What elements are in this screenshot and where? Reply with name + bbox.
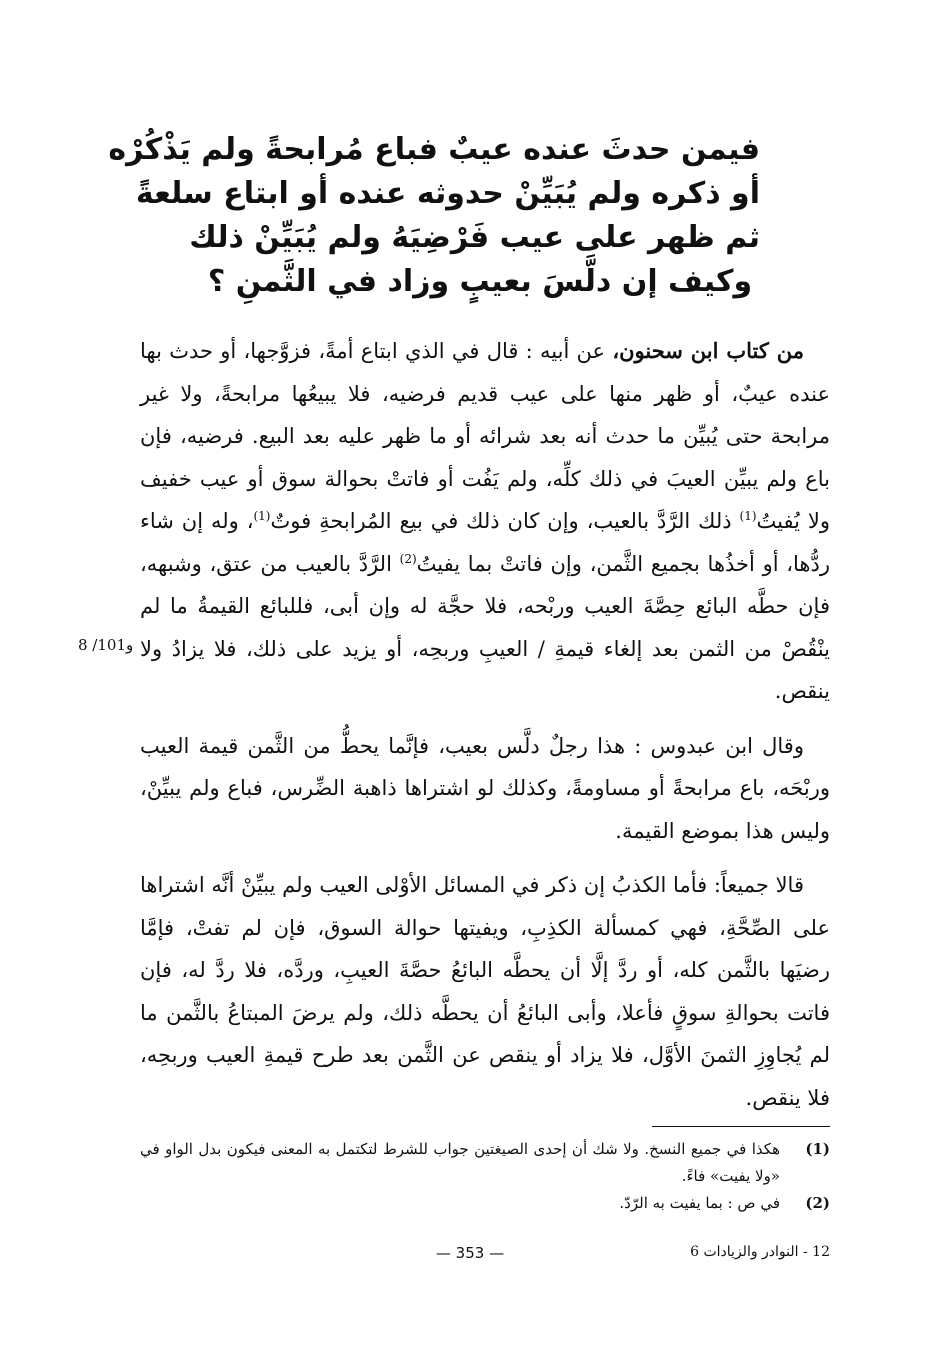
section-title [108, 128, 760, 304]
footnote-ref-2: (2) [399, 551, 417, 566]
footnote-2 [140, 1190, 830, 1217]
paragraph-2-text: وقال ابن عبدوس : هذا رجلٌ دلَّس بعيب، فإنَّما يحطُّ من الثَّمن قيمة العيب وربْحَه، باع مرابحةً أو مساومةً، وكذلك لو اشتراها ذاهبة الضِّرس، فباع ولم يبيِّنْ، وليس هذا بموضع القيمة. [140, 733, 830, 843]
footnote-2-number: (2) [805, 1194, 830, 1212]
title-line-2: أو ذكره ولم يُبَيِّنْ حدوثه عنده أو ابتاع سلعةً [135, 176, 760, 211]
footnote-1-number: (1) [805, 1140, 830, 1158]
title-line-1: فيمن حدثَ عنده عيبٌ فباع مُرابحةً ولم يَذْكُرْه [108, 132, 760, 167]
footnote-divider [652, 1126, 830, 1127]
book-signature: 12 - النوادر والزيادات 6 [690, 1244, 830, 1260]
page-number: — 353 — [435, 1244, 505, 1262]
footnote-1-text: هكذا في جميع النسخ. ولا شك أن إحدى الصيغتين جواب للشرط لتكتمل به المعنى فيكون بدل الواو في «ولا يفيت» فاءً. [140, 1140, 780, 1185]
paragraph-1-middle2: ، وله إن شاء ردُّها، أو أخذُها بجميع الثَّمن، وإن فاتتْ بما يفيتُ [140, 509, 830, 576]
source-citation: من كتاب ابن سحنون، [612, 338, 804, 363]
footnote-1 [140, 1136, 830, 1190]
paragraph-1 [140, 330, 830, 713]
footnotes [140, 1136, 830, 1217]
manuscript-folio-marker: 8 /101و [78, 636, 134, 654]
footnote-ref-1b: (1) [253, 509, 271, 523]
footnote-ref-1: (1) [739, 509, 757, 523]
paragraph-3-text: قالا جميعاً: فأما الكذبُ إن ذكر في المسائل الأوْلى العيب ولم يبيِّنْ أنَّه اشتراها على الصِّحَّةِ، فهي كمسألة الكذِبِ، ويفيتها حوالة السوق، فإن لم تفتْ، فإمَّا رضيَها بالثَّمن كله، أو ردَّ إلَّا أن يحطَّه البائعُ حصَّةَ العيبِ، وردَّه، فلا ردَّ له، فإن فاتت بحوالةِ سوقٍ فأعلا، وأبى البائعُ أن يحطَّه ذلك، ولم يرضَ المبتاعُ بالثَّمن ما لم يُجاوِزِ الثمنَ الأوَّل، فلا يزاد أو ينقص عن الثَّمن بعد طرح قيمةِ العيب وربحِه، فلا ينقص. [140, 873, 830, 1110]
footnote-2-text: في ص : بما يفيت به الرّدّ. [619, 1194, 780, 1212]
paragraph-3 [140, 864, 830, 1119]
body-text [140, 330, 830, 1119]
paragraph-1-middle: ذلك الرَّدَّ بالعيب، وإن كان ذلك في بيع المُرابحةِ فوتٌ [270, 509, 740, 533]
title-line-3: ثم ظهر على عيب فَرْضِيَهُ ولم يُبَيِّنْ ذلك [189, 220, 760, 255]
paragraph-2 [140, 725, 830, 853]
paragraph-1-lead: عن أبيه : قال في الذي ابتاع أمةً، فزوَّجها، أو حدث بها عنده عيبٌ، أو ظهر منها على عيب قديم فرضيه، فلا يبيعُها مرابحةً، ولا غير مرابحة حتى يُبيِّن ما حدث أنه بعد شرائه أو ما ظهر عليه بعد البيع. فرضيه، فإن باع ولم يبيِّن العيبَ في ذلك كلِّه، ولم يَفُت أو فاتتْ بحوالة سوق أو عيب خفيف ولا يُفيتُ [140, 339, 830, 533]
title-line-4: وكيف إن دلَّسَ بعيبٍ وزاد في الثَّمنِ ؟ [207, 264, 753, 299]
paragraph-1-tail: الرَّدَّ بالعيب من عتق، وشبهه، فإن حطَّه البائع حِصَّةَ العيب وربْحه، فلا حجَّة له وإن أبى، فللبائع القيمةُ ما لم ينْقُصْ من الثمن بعد إلغاء قيمةِ / العيبِ وربحِه، أو يزيد على ذلك، فلا يزادُ ولا ينقص. [140, 551, 830, 703]
